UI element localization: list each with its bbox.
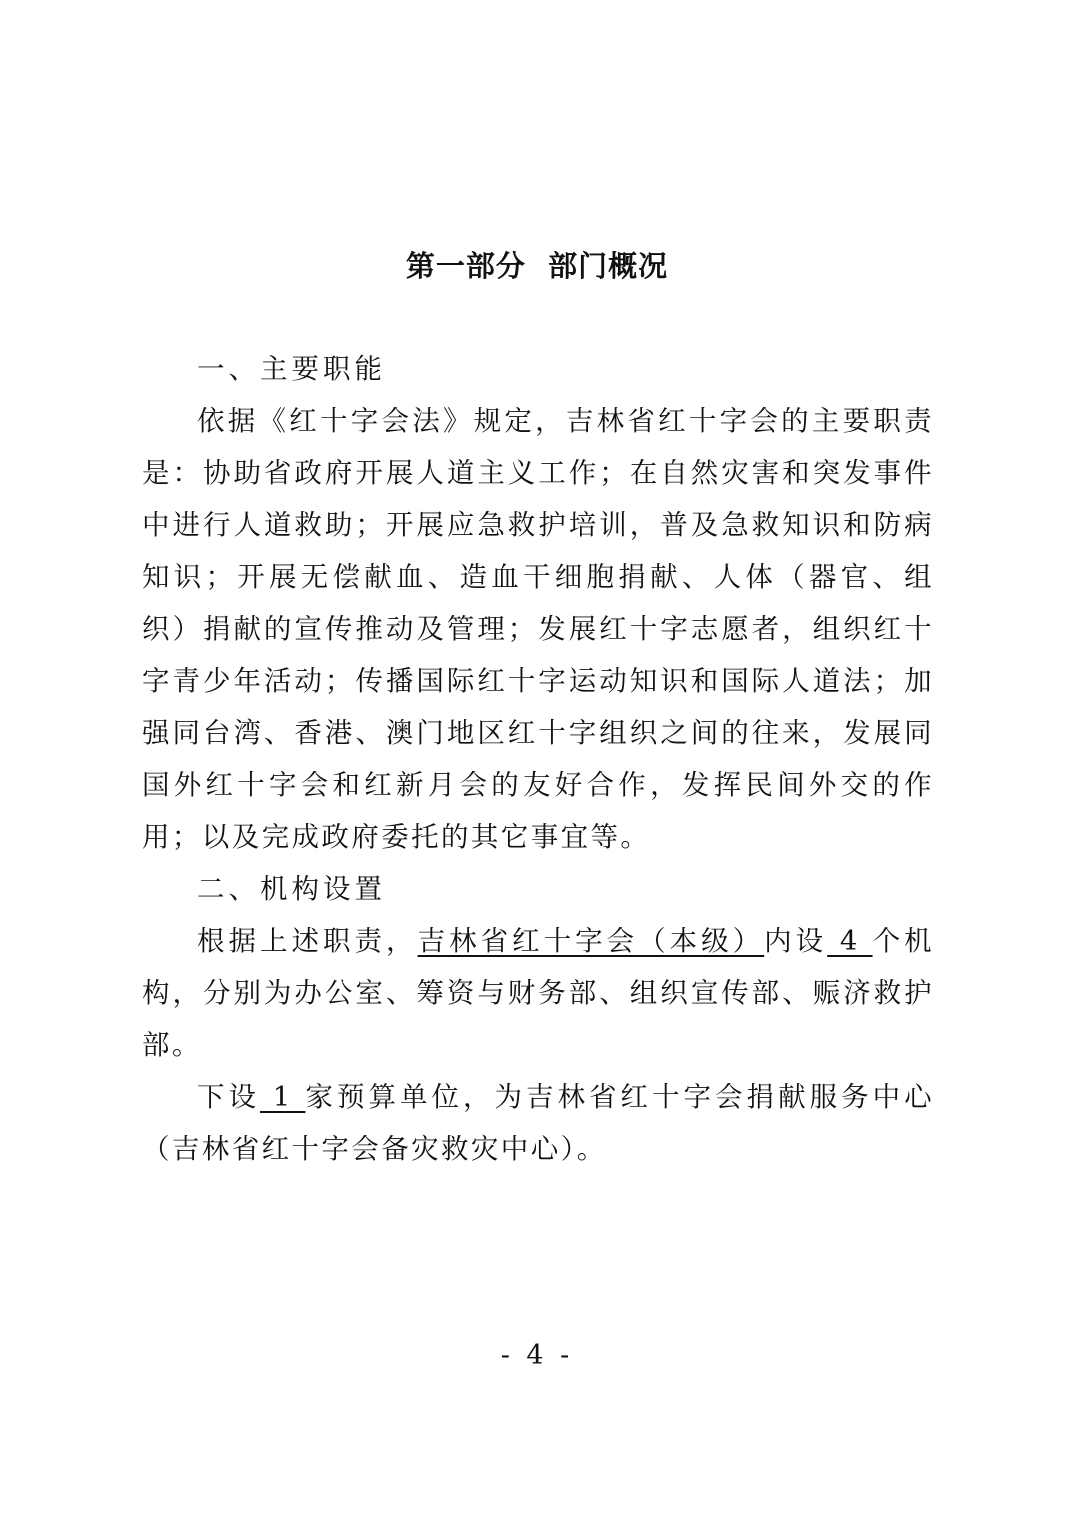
paragraph-prefix: 根据上述职责， (197, 925, 418, 957)
underlined-unit-count: 1 (260, 1081, 306, 1113)
page-title: 第一部分 部门概况 (405, 249, 669, 283)
underlined-department-count: 4 (827, 925, 873, 957)
paragraph-internal-departments (142, 915, 934, 1071)
page-number: - 4 - (500, 1340, 574, 1371)
section-heading-organization: 二、机构设置 (197, 873, 386, 905)
paragraph-prefix: 下设 (197, 1081, 261, 1113)
paragraph-mid-text: 内设 (764, 925, 828, 957)
paragraph-budget-units (142, 1071, 934, 1175)
paragraph-main-functions: 依据《红十字会法》规定，吉林省红十字会的主要职责是：协助省政府开展人道主义工作；在自然灾害和突发事件中进行人道救助；开展应急救护培训，普及急救知识和防病知识；开展无偿献血、造血干细胞捐献、人体（器官、组织）捐献的宣传推动及管理；发展红十字志愿者，组织红十字青少年活动；传播国际红十字运动知识和国际人道法；加强同台湾、香港、澳门地区红十字组织之间的往来，发展同国外红十字会和红新月会的友好合作，发挥民间外交的作用；以及完成政府委托的其它事宜等。 (142, 405, 934, 853)
underlined-organization-name: 吉林省红十字会（本级） (417, 925, 765, 957)
paragraph-suffix: 个机构，分别为办公室、筹资与财务部、组织宣传部、赈济救护部。 (142, 925, 934, 1061)
section-heading-main-functions: 一、主要职能 (197, 353, 386, 385)
document-body (142, 343, 934, 1175)
paragraph-suffix: 家预算单位，为吉林省红十字会捐献服务中心（吉林省红十字会备灾救灾中心）。 (142, 1081, 935, 1165)
